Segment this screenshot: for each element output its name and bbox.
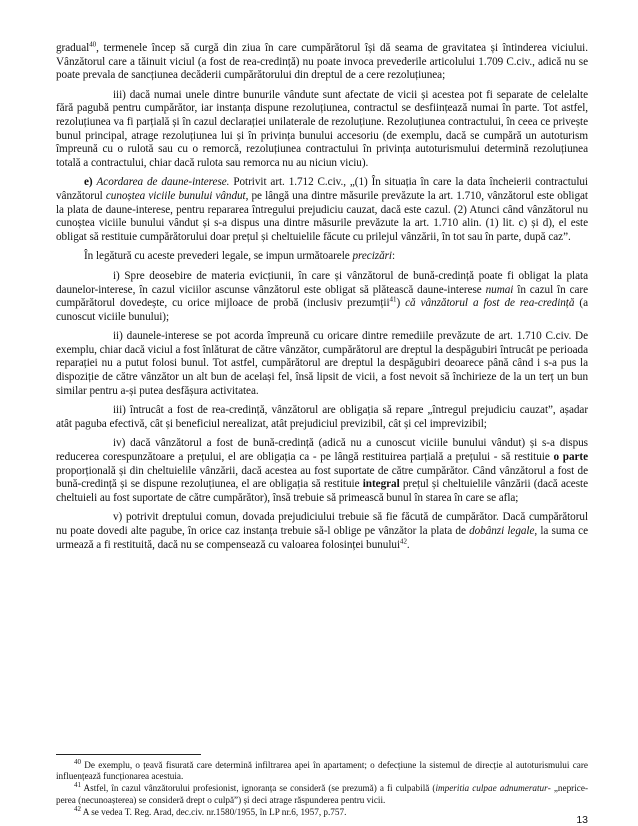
footnote-fn41: $^{41}$ Astfel, în cazul vânzătorului profesionist, ignoranța se consideră (se prezumă) a fi culpabilă (imperitia culpae adnumeratur- „nepriceperea (necunoașterea) se consideră drept o culpă”) și deci atrage răspunderea pentru vicii. xyxy=(56,781,589,805)
paragraph-p2: iii) dacă numai unele dintre bunurile vândute sunt afectate de vicii și acestea pot fi separate de celelalte fără pagubă pentru cumpărător, iar instanța dispune rezoluțiunea, contractul se desființează numai în parte. Tot astfel, rezoluțiunea va fi parțială și în cazul declarației unilaterale de rezoluțiune. Rezoluțiunea contractului, în ceea ce privește bunul principal, atrage rezoluțiunea lui și în privința bunului accesoriu (de exemplu, dacă se cumpără un autoturism împreună cu o rulotă sau cu o remorcă, rezoluțiunea contractului în privința autoturismului determină rezoluțiunea totală a contractului, chiar dacă rulota sau remorca nu au niciun viciu). xyxy=(56,88,588,169)
paragraph-p5: i) Spre deosebire de materia evicțiunii, în care și vânzătorul de bună-credință poate fi obligat la plata daunelor-interese, în cazul viciilor ascunse vânzătorul este obligat să plătească daune-interese numai în cazul în care cumpărătorul dovedește, cu orice mijloace de probă (inclusiv prezumții$^{41}$) că vânzătorul a fost de rea-credință (a cunoscut viciile bunului); xyxy=(56,269,588,323)
footnote-separator xyxy=(56,754,201,755)
page-number: 13 xyxy=(576,814,588,826)
footnotes-list xyxy=(56,757,589,818)
body-text xyxy=(56,42,588,552)
paragraph-p3: e) Acordarea de daune-interese. Potrivit art. 1.712 C.civ., „(1) În situația în care la data încheierii contractului vânzătorul cunoștea viciile bunului vândut, pe lângă una dintre măsurile prevăzute la art. 1.710, vânzătorul este obligat la plata de daune-interese, pentru repararea întregului prejudiciu cauzat, dacă este cazul. (2) Atunci când vânzătorul nu cunoștea viciile bunului vândut și s-a dispus una dintre măsurile prevăzute la art. 1.710 alin. (1) lit. c) și d), el este obligat să restituie cumpărătorului doar prețul și cheltuielile făcute cu prilejul vânzării, în tot sau în parte, după caz”. xyxy=(56,176,588,243)
footnote-fn42: $^{42}$ A se vedea T. Reg. Arad, dec.civ. nr.1580/1955, în LP nr.6, 1957, p.757. xyxy=(74,804,347,817)
paragraph-p7: iii) întrucât a fost de rea-credință, vânzătorul are obligația să repare „întregul prejudiciu cauzat”, așadar atât paguba efectivă, cât și beneficiul nerealizat, atât prejudiciul previzibil, cât și cel imprevizibil; xyxy=(56,404,588,430)
footnotes-section xyxy=(56,754,588,819)
paragraph-p4: În legătură cu aceste prevederi legale, se impun următoarele precizări: xyxy=(84,250,396,263)
paragraph-p6: ii) daunele-interese se pot acorda împreună cu oricare dintre remediile prevăzute de art. 1.710 C.civ. De exemplu, chiar dacă viciul a fost înlăturat de către vânzător, cumpărătorul are dreptul la despăgubiri întrucât pe perioada reparației nu a putut folosi bunul. Tot astfel, cumpărătorul are dreptul la despăgubiri deoarece până când i s-a pus la dispoziție de către vânzător un alt bun de același fel, însă lipsit de vicii, a fost nevoit să închirieze de la un terț un bun similar pentru a-și putea desfășura activitatea. xyxy=(56,330,588,397)
paragraph-p9: v) potrivit dreptului comun, dovada prejudiciului trebuie să fie făcută de cumpărător. Dacă cumpărătorul nu poate dovedi alte pagube, în orice caz instanța trebuie să-l oblige pe vânzător la plata de dobânzi legale, la suma ce urmează a fi restituită, dacă nu se compensează cu valoarea folosinței bunului$^{42}$. xyxy=(56,511,588,551)
document-page xyxy=(56,40,589,826)
paragraph-p1: gradual$^{40}$, termenele încep să curgă din ziua în care cumpărătorul își dă seama de gravitatea și întinderea viciului. Vânzătorul care a tăinuit viciul (a fost de rea-credință) nu poate invoca prevederile articolului 1.709 C.civ., adică nu se poate prevala de sancțiunea decăderii cumpărătorului din dreptul de a cere rezoluțiunea; xyxy=(56,40,588,82)
paragraph-p8: iv) dacă vânzătorul a fost de bună-credință (adică nu a cunoscut viciile bunului vândut) și s-a dispus reducerea corespunzătoare a prețului, el are obligația ca - pe lângă restituirea parțială a prețului - să restituie o parte proporțională și din cheltuielile vânzării, dacă acestea au fost suportate de către cumpărător. Când vânzătorul a fost de bună-credință și se dispune rezoluțiunea, el are obligația să restituie integral prețul și cheltuielile vânzării (dacă aceste cheltuieli au fost suportate de către cumpărător), însă trebuie să primească bunul în starea în care se afla; xyxy=(56,437,589,504)
footnote-fn40: $^{40}$ De exemplu, o țeavă fisurată care determină infiltrarea apei în apartament; o defecțiune la sistemul de direcție al autoturismului care influențează funcționarea acestuia. xyxy=(56,757,588,782)
